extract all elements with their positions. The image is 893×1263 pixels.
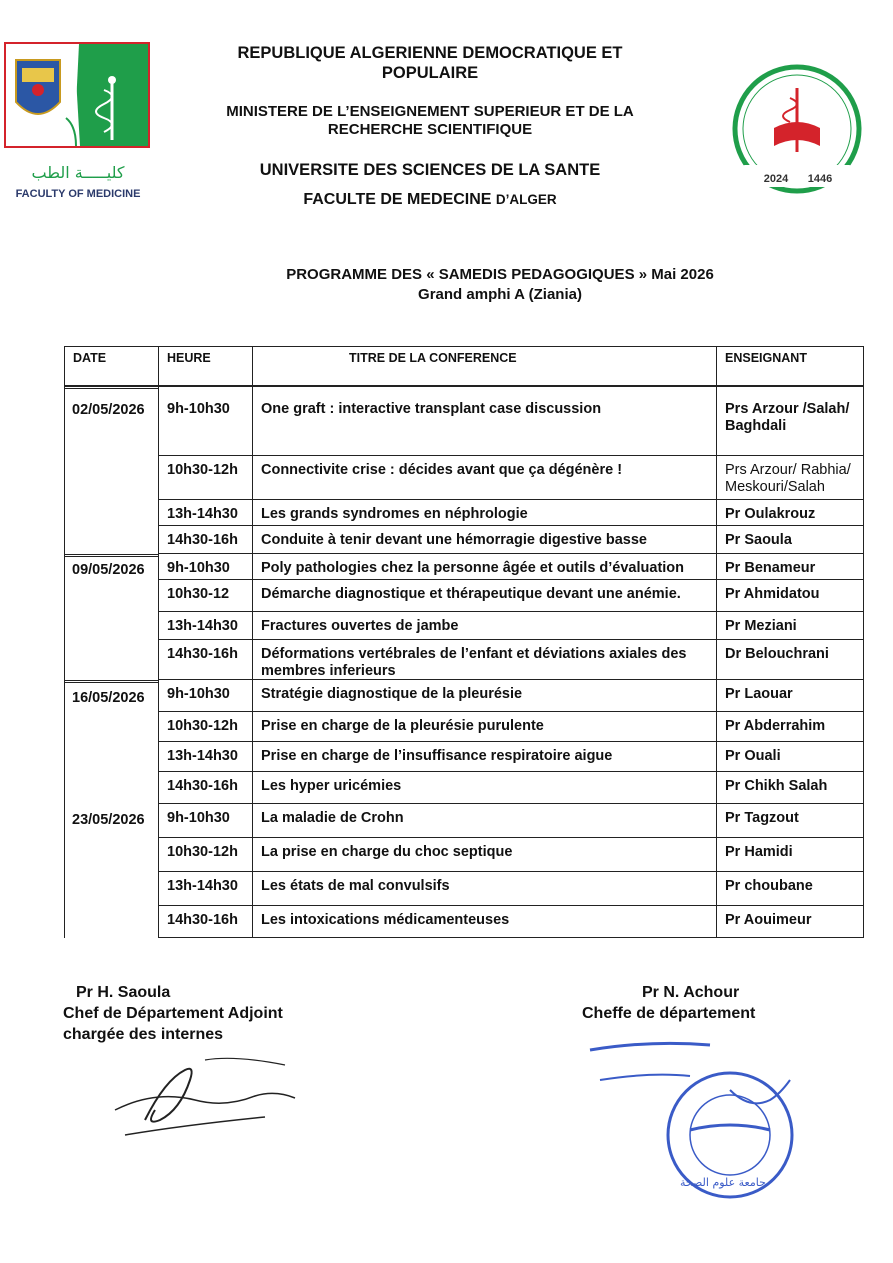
- cell-divider: [252, 906, 253, 937]
- cell-teacher: Pr Chikh Salah: [725, 778, 828, 794]
- cell-time: 9h-10h30: [167, 686, 230, 702]
- cell-divider: [252, 580, 253, 611]
- university-heading: UNIVERSITE DES SCIENCES DE LA SANTE: [259, 161, 601, 179]
- cell-divider: [252, 640, 253, 679]
- header-title: TITRE DE LA CONFERENCE: [349, 351, 517, 365]
- signature-left-role2: chargée des internes: [63, 1026, 224, 1043]
- table-row: [158, 554, 864, 580]
- cell-time: 10h30-12h: [167, 462, 238, 478]
- cell-divider: [716, 456, 717, 499]
- header-divider: [158, 347, 159, 387]
- faculty-heading-main: FACULTE DE MEDECINE: [303, 191, 492, 208]
- table-row: [158, 640, 864, 680]
- cell-title: La maladie de Crohn: [261, 810, 404, 826]
- cell-title: Déformations vertébrales de l’enfant et déviations axiales des membres inferieurs: [261, 646, 687, 679]
- cell-divider: [716, 906, 717, 937]
- cell-divider: [252, 680, 253, 711]
- cell-teacher: Prs Arzour /Salah/ Baghdali: [725, 401, 850, 434]
- university-logo-year2: 1446: [807, 173, 833, 185]
- faculty-logo: [4, 42, 150, 202]
- table-row: [158, 526, 864, 554]
- table-row: [158, 838, 864, 872]
- table-row: [158, 804, 864, 838]
- table-row: [158, 742, 864, 772]
- table-row: [158, 612, 864, 640]
- cell-divider: [716, 742, 717, 771]
- faculty-logo-arabic: كليـــــة الطب: [31, 163, 125, 182]
- cell-time: 13h-14h30: [167, 878, 238, 894]
- cell-divider: [252, 872, 253, 905]
- cell-title: Fractures ouvertes de jambe: [261, 618, 459, 634]
- cell-teacher: Pr choubane: [725, 878, 813, 894]
- date-separator: [64, 680, 158, 683]
- cell-divider: [716, 712, 717, 741]
- republic-heading: REPUBLIQUE ALGERIENNE DEMOCRATIQUE ET POPULAIRE: [237, 44, 623, 82]
- cell-date: 09/05/2026: [72, 562, 145, 578]
- cell-teacher: Pr Laouar: [725, 686, 793, 702]
- cell-time: 9h-10h30: [167, 401, 230, 417]
- signature-right-role: Cheffe de département: [582, 1005, 756, 1022]
- cell-title: Poly pathologies chez la personne âgée et outils d’évaluation: [261, 560, 685, 576]
- cell-divider: [252, 387, 253, 455]
- table-row: [158, 772, 864, 804]
- ministry-heading: MINISTERE DE L’ENSEIGNEMENT SUPERIEUR ET DE LA RECHERCHE SCIENTIFIQUE: [226, 103, 634, 138]
- header-divider: [252, 347, 253, 387]
- stamp-text: جامعة علوم الصحة: [680, 1176, 766, 1189]
- cell-divider: [252, 772, 253, 803]
- cell-divider: [252, 742, 253, 771]
- cell-divider: [716, 838, 717, 871]
- cell-date: 02/05/2026: [72, 402, 145, 418]
- cell-divider: [716, 872, 717, 905]
- cell-time: 14h30-16h: [167, 646, 238, 662]
- header-time: HEURE: [167, 351, 211, 365]
- table-row: [158, 580, 864, 612]
- faculty-heading-suffix: D’ALGER: [495, 192, 557, 207]
- date-separator: [64, 386, 158, 389]
- cell-teacher: Pr Ahmidatou: [725, 586, 820, 602]
- table-row: [158, 456, 864, 500]
- cell-teacher: Pr Hamidi: [725, 844, 793, 860]
- table-header-row: [64, 346, 864, 386]
- cell-title: Les grands syndromes en néphrologie: [261, 506, 528, 522]
- cell-divider: [252, 456, 253, 499]
- programme-title-line1: PROGRAMME DES « SAMEDIS PEDAGOGIQUES » Mai 2026: [286, 266, 714, 283]
- header-teacher: ENSEIGNANT: [725, 351, 807, 365]
- cell-title: Conduite à tenir devant une hémorragie digestive basse: [261, 532, 647, 548]
- signature-right: [582, 982, 755, 1024]
- cell-time: 14h30-16h: [167, 912, 238, 928]
- cell-teacher: Dr Belouchrani: [725, 646, 829, 662]
- table-row: [158, 500, 864, 526]
- cell-divider: [716, 526, 717, 553]
- cell-divider: [252, 712, 253, 741]
- cell-teacher: Pr Oulakrouz: [725, 506, 816, 522]
- signature-left-role: Chef de Département Adjoint: [63, 1005, 283, 1022]
- cell-title: Les états de mal convulsifs: [261, 878, 450, 894]
- cell-time: 14h30-16h: [167, 532, 238, 548]
- university-logo-year1: 2024: [763, 173, 789, 185]
- cell-divider: [716, 387, 717, 455]
- cell-teacher: Prs Arzour/ Rabhia/ Meskouri/Salah: [725, 462, 851, 495]
- cell-time: 10h30-12h: [167, 844, 238, 860]
- signature-left: [63, 982, 283, 1045]
- department-stamp: [580, 1030, 820, 1205]
- date-block: [64, 680, 158, 938]
- cell-divider: [716, 640, 717, 679]
- cell-date: 16/05/2026: [72, 690, 145, 706]
- cell-time: 13h-14h30: [167, 506, 238, 522]
- cell-title: Prise en charge de l’insuffisance respiratoire aigue: [261, 748, 613, 764]
- cell-title: Les hyper uricémies: [261, 778, 402, 794]
- cell-time: 14h30-16h: [167, 778, 238, 794]
- cell-divider: [252, 554, 253, 579]
- table-row: [158, 386, 864, 456]
- cell-title: Les intoxications médicamenteuses: [261, 912, 510, 928]
- cell-time: 10h30-12h: [167, 718, 238, 734]
- cell-title: Stratégie diagnostique de la pleurésie: [261, 686, 523, 702]
- header-date: DATE: [73, 351, 107, 365]
- cell-teacher: Pr Aouimeur: [725, 912, 812, 928]
- cell-time: 13h-14h30: [167, 748, 238, 764]
- cell-title: One graft : interactive transplant case discussion: [261, 401, 602, 417]
- cell-title: La prise en charge du choc septique: [261, 844, 513, 860]
- cell-divider: [252, 526, 253, 553]
- faculty-heading: [220, 190, 640, 210]
- programme-title-line2: Grand amphi A (Ziania): [418, 286, 582, 303]
- faculty-logo-caption: FACULTY OF MEDICINE: [15, 188, 141, 200]
- cell-teacher: Pr Abderrahim: [725, 718, 826, 734]
- cell-divider: [716, 500, 717, 525]
- table-row: [158, 712, 864, 742]
- programme-title: [190, 265, 810, 305]
- cell-teacher: Pr Meziani: [725, 618, 797, 634]
- cell-divider: [716, 804, 717, 837]
- signature-left-name: Pr H. Saoula: [76, 984, 171, 1001]
- handwritten-signature-left: [105, 1040, 305, 1160]
- cell-time: 10h30-12: [167, 586, 230, 602]
- cell-divider: [252, 804, 253, 837]
- table-row: [158, 872, 864, 906]
- cell-teacher: Pr Saoula: [725, 532, 792, 548]
- date-separator: [64, 554, 158, 557]
- cell-title: Prise en charge de la pleurésie purulente: [261, 718, 544, 734]
- header-divider: [716, 347, 717, 387]
- cell-title: Connectivite crise : décides avant que ça dégénère !: [261, 462, 623, 478]
- cell-divider: [252, 500, 253, 525]
- table-row: [158, 906, 864, 938]
- cell-teacher: Pr Tagzout: [725, 810, 799, 826]
- cell-divider: [716, 580, 717, 611]
- table-row: [158, 680, 864, 712]
- cell-divider: [716, 612, 717, 639]
- cell-date: 23/05/2026: [72, 812, 145, 828]
- cell-divider: [252, 838, 253, 871]
- cell-time: 9h-10h30: [167, 560, 230, 576]
- cell-time: 13h-14h30: [167, 618, 238, 634]
- cell-title: Démarche diagnostique et thérapeutique devant une anémie.: [261, 586, 681, 602]
- cell-teacher: Pr Ouali: [725, 748, 781, 764]
- cell-teacher: Pr Benameur: [725, 560, 816, 576]
- university-logo: [716, 60, 878, 198]
- cell-divider: [716, 554, 717, 579]
- cell-divider: [252, 612, 253, 639]
- cell-divider: [716, 772, 717, 803]
- cell-time: 9h-10h30: [167, 810, 230, 826]
- cell-divider: [716, 680, 717, 711]
- signature-right-name: Pr N. Achour: [642, 984, 740, 1001]
